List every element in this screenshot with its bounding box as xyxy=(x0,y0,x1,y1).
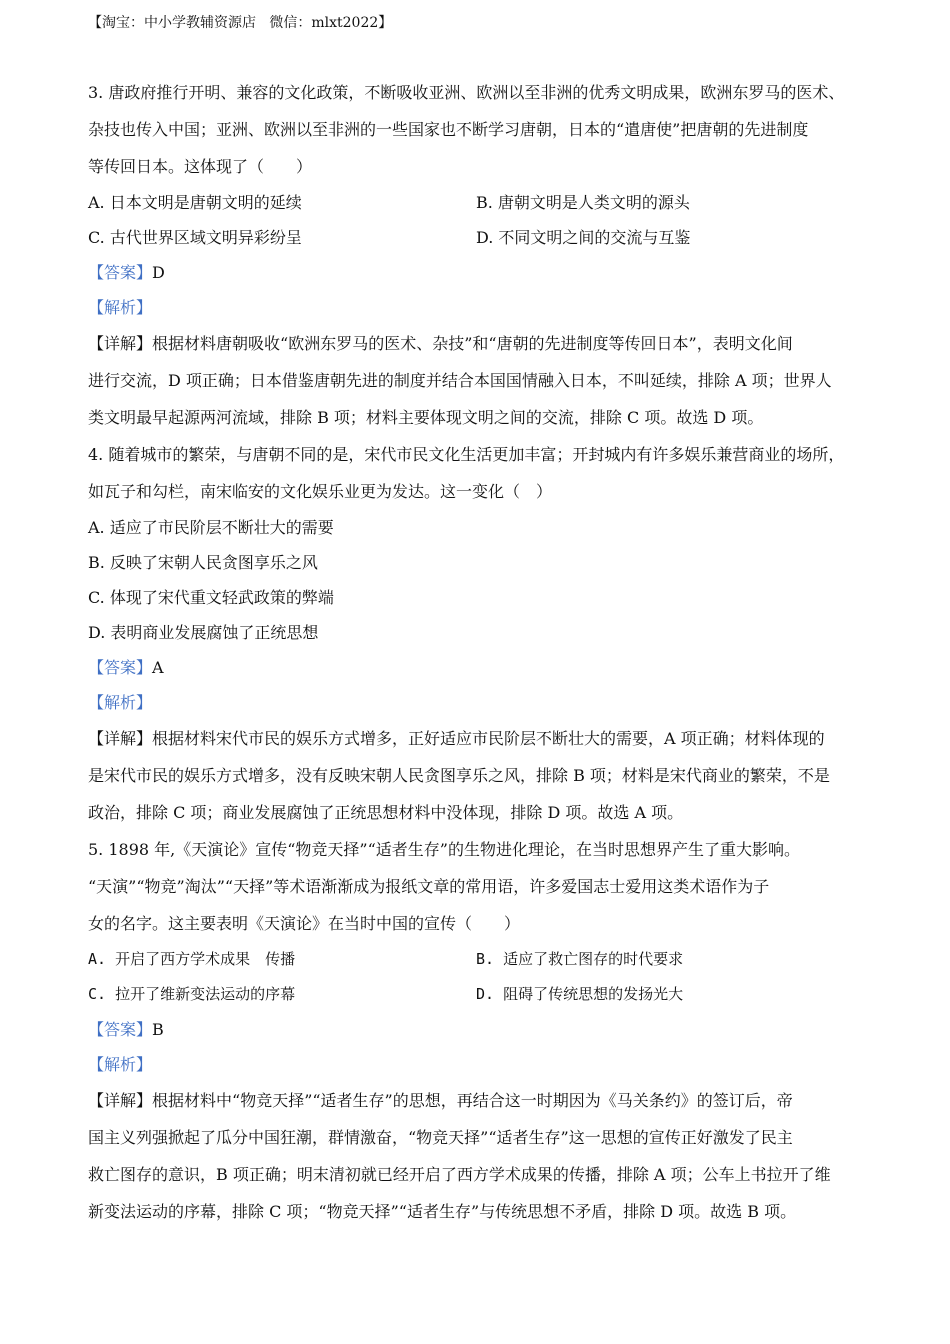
question-5-stem-line: “天演”“物竞”淘汰”“天择”等术语渐渐成为报纸文章的常用语，许多爱国志士爱用这类术语作为子 xyxy=(88,877,770,896)
answer-tag: 【答案】 xyxy=(88,263,153,282)
question-3-option-b: B. 唐朝文明是人类文明的源头 xyxy=(476,193,690,212)
question-4-analysis xyxy=(88,685,878,720)
question-5-detail-line: 国主义列强掀起了瓜分中国狂潮，群情激奋，“物竞天择”“适者生存”这一思想的宣传正好激发了民主 xyxy=(88,1128,793,1147)
question-3-stem-line: 杂技也传入中国；亚洲、欧洲以至非洲的一些国家也不断学习唐朝，日本的“遣唐使”把唐朝的先进制度 xyxy=(88,120,809,139)
question-4-option-c: C. 体现了宋代重文轻武政策的弊端 xyxy=(88,588,334,607)
detail-tag: 【详解】 xyxy=(88,1091,153,1110)
answer-value: B xyxy=(152,1020,164,1039)
detail-tag: 【详解】 xyxy=(88,334,153,353)
page-header-watermark: 【淘宝：中小学教辅资源店 微信：mlxt2022】 xyxy=(88,15,393,31)
question-5-options-row xyxy=(88,942,878,977)
question-5-option-c: C. 拉开了维新变法运动的序幕 xyxy=(88,985,296,1003)
question-3-stem-line: 等传回日本。这体现了（ ） xyxy=(88,157,313,176)
analysis-tag: 【解析】 xyxy=(88,1055,153,1074)
question-4-option-d: D. 表明商业发展腐蚀了正统思想 xyxy=(88,623,319,642)
detail-tag: 【详解】 xyxy=(88,729,153,748)
question-3-options-row xyxy=(88,220,878,255)
question-5-stem-line: 5. 1898 年,《天演论》宣传“物竞天择”“适者生存”的生物进化理论，在当时思想界产生了重大影响。 xyxy=(88,840,800,859)
detail-text: 根据材料宋代市民的娱乐方式增多，正好适应市民阶层不断壮大的需要，A 项正确；材料体现的 xyxy=(152,729,825,748)
question-5-option-a: A. 开启了西方学术成果 传播 xyxy=(88,950,296,968)
question-5-answer xyxy=(88,1012,878,1047)
question-3-option-a: A. 日本文明是唐朝文明的延续 xyxy=(88,193,302,212)
analysis-tag: 【解析】 xyxy=(88,693,153,712)
answer-value: A xyxy=(152,658,164,677)
question-3-options-row xyxy=(88,185,878,220)
question-5-analysis xyxy=(88,1047,878,1082)
question-3-option-c: C. 古代世界区域文明异彩纷呈 xyxy=(88,228,302,247)
question-3-analysis xyxy=(88,290,878,325)
question-3-option-d: D. 不同文明之间的交流与互鉴 xyxy=(476,228,691,247)
question-4-detail-line: 政治，排除 C 项；商业发展腐蚀了正统思想材料中没体现，排除 D 项。故选 A 项。 xyxy=(88,803,684,822)
question-3-detail-line: 进行交流，D 项正确；日本借鉴唐朝先进的制度并结合本国国情融入日本，不叫延续，排除 A 项；世界人 xyxy=(88,371,832,390)
question-3-detail-line: 类文明最早起源两河流域，排除 B 项；材料主要体现文明之间的交流，排除 C 项。故选 D 项。 xyxy=(88,408,764,427)
analysis-tag: 【解析】 xyxy=(88,298,153,317)
question-4-detail-line: 是宋代市民的娱乐方式增多，没有反映宋朝人民贪图享乐之风，排除 B 项；材料是宋代商业的繁荣，不是 xyxy=(88,766,830,785)
question-4-stem-line: 如瓦子和勾栏，南宋临安的文化娱乐业更为发达。这一变化（ ） xyxy=(88,482,553,501)
question-5-stem-line: 女的名字。这主要表明《天演论》在当时中国的宣传（ ） xyxy=(88,914,521,933)
document-body xyxy=(88,74,878,1230)
question-4-detail-line xyxy=(88,720,878,757)
question-3-stem-line: 3. 唐政府推行开明、兼容的文化政策，不断吸收亚洲、欧洲以至非洲的优秀文明成果，欧洲东罗马的医术、 xyxy=(88,83,845,102)
question-3-detail-line xyxy=(88,325,878,362)
question-3 xyxy=(88,74,878,436)
question-5-detail-line: 救亡图存的意识，B 项正确；明末清初就已经开启了西方学术成果的传播，排除 A 项；公车上书拉开了维 xyxy=(88,1165,831,1184)
answer-tag: 【答案】 xyxy=(88,1020,153,1039)
detail-text: 根据材料唐朝吸收“欧洲东罗马的医术、杂技”和“唐朝的先进制度等传回日本”，表明文化间 xyxy=(152,334,793,353)
question-4-option-b: B. 反映了宋朝人民贪图享乐之风 xyxy=(88,553,318,572)
question-4-option-a: A. 适应了市民阶层不断壮大的需要 xyxy=(88,518,334,537)
question-4-answer xyxy=(88,650,878,685)
question-4-stem-line: 4. 随着城市的繁荣，与唐朝不同的是，宋代市民文化生活更加丰富；开封城内有许多娱乐兼营商业的场所， xyxy=(88,445,845,464)
question-4 xyxy=(88,436,878,831)
question-3-answer xyxy=(88,255,878,290)
question-5-detail-line: 新变法运动的序幕，排除 C 项；“物竞天择”“适者生存”与传统思想不矛盾，排除 D 项。故选 B 项。 xyxy=(88,1202,797,1221)
answer-tag: 【答案】 xyxy=(88,658,153,677)
answer-value: D xyxy=(152,263,165,282)
question-5-options-row xyxy=(88,977,878,1012)
detail-text: 根据材料中“物竞天择”“适者生存”的思想，再结合这一时期因为《马关条约》的签订后，帝 xyxy=(152,1091,793,1110)
question-5-option-d: D. 阻碍了传统思想的发扬光大 xyxy=(476,985,684,1003)
question-5-detail-line xyxy=(88,1082,878,1119)
question-5-option-b: B. 适应了救亡图存的时代要求 xyxy=(476,950,684,968)
question-5 xyxy=(88,831,878,1230)
